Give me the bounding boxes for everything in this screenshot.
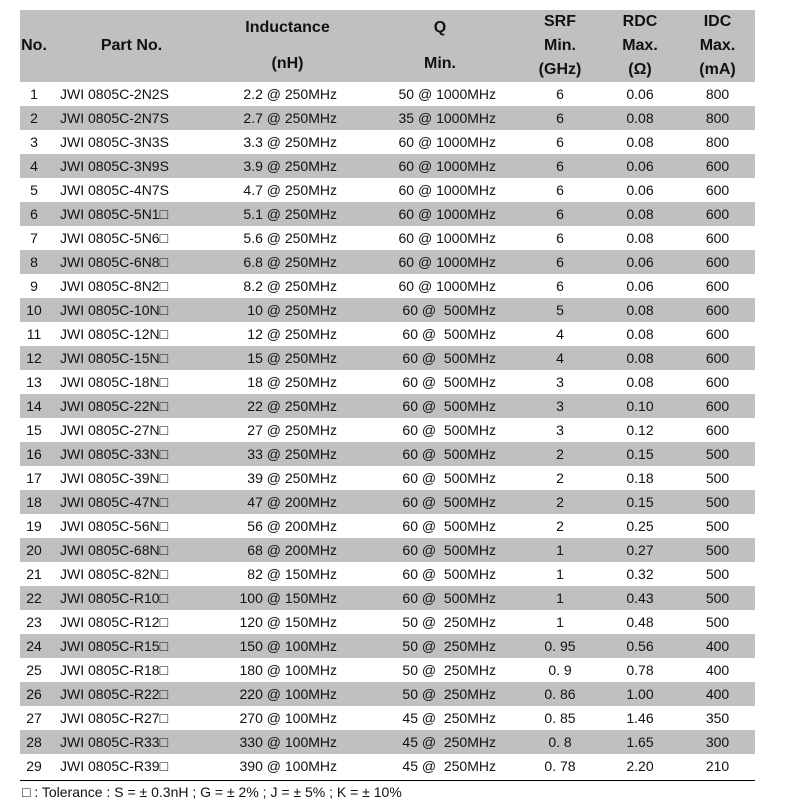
q-cell: 50 @ 250MHz: [402, 614, 496, 630]
q-cell: 45 @ 250MHz: [360, 730, 520, 754]
table-row: [20, 370, 755, 394]
header-srf-unit: (GHz): [538, 61, 582, 78]
rdc-cell: 0.32: [626, 566, 654, 582]
q-cell: 60 @ 1000MHz: [398, 230, 496, 246]
part-number: JWI 0805C-R27□: [60, 710, 169, 726]
row-number: 2: [20, 106, 48, 130]
idc-cell: 600: [705, 278, 730, 294]
q-cell: 60 @ 500MHz: [402, 326, 496, 342]
rdc-cell: 0.48: [626, 614, 654, 630]
header-inductance: [215, 10, 360, 82]
part-number: JWI 0805C-82N□: [60, 566, 169, 582]
table-row: [20, 250, 755, 274]
row-number: 22: [20, 586, 48, 610]
row-number: 23: [26, 614, 42, 630]
inductance-cell: 10 @ 250MHz: [215, 298, 360, 322]
part-number: JWI 0805C-3N9S: [48, 154, 215, 178]
srf-cell: 5: [520, 298, 600, 322]
idc-cell: 400: [680, 682, 755, 706]
table-row: [20, 658, 755, 682]
srf-cell: 0. 95: [520, 634, 600, 658]
part-number: JWI 0805C-R33□: [48, 730, 215, 754]
part-number: JWI 0805C-R15□: [48, 634, 215, 658]
srf-cell: 0. 86: [520, 682, 600, 706]
srf-cell: 1: [520, 538, 600, 562]
header-rdc: [600, 10, 680, 82]
row-number: 17: [26, 470, 42, 486]
row-number: 24: [20, 634, 48, 658]
rdc-cell: 0.27: [600, 538, 680, 562]
srf-cell: 6: [520, 154, 600, 178]
rdc-cell: 0.08: [626, 374, 654, 390]
q-cell: 60 @ 1000MHz: [398, 278, 496, 294]
table-row: [20, 730, 755, 754]
part-number: JWI 0805C-22N□: [48, 394, 215, 418]
srf-cell: 6: [520, 202, 600, 226]
row-number: 8: [20, 250, 48, 274]
row-number: 18: [20, 490, 48, 514]
q-cell: 60 @ 500MHz: [360, 490, 520, 514]
idc-cell: 600: [705, 422, 730, 438]
table-row: [20, 346, 755, 370]
srf-cell: 2: [520, 442, 600, 466]
part-number: JWI 0805C-6N8□: [48, 250, 215, 274]
inductance-cell: 82 @ 150MHz: [247, 566, 337, 582]
inductor-spec-table: [20, 10, 755, 778]
idc-cell: 600: [705, 326, 730, 342]
srf-cell: 6: [520, 106, 600, 130]
q-cell: 60 @ 1000MHz: [398, 134, 496, 150]
rdc-cell: 2.20: [626, 758, 654, 774]
srf-cell: 0. 9: [548, 662, 572, 678]
srf-cell: 6: [556, 134, 564, 150]
inductance-cell: 18 @ 250MHz: [247, 374, 337, 390]
table-row: [20, 514, 755, 538]
q-cell: 60 @ 500MHz: [360, 394, 520, 418]
rdc-cell: 0.15: [600, 490, 680, 514]
inductance-cell: 3.3 @ 250MHz: [243, 134, 337, 150]
rdc-cell: 1.65: [600, 730, 680, 754]
srf-cell: 2: [556, 518, 564, 534]
idc-cell: 600: [680, 394, 755, 418]
srf-cell: 3: [520, 394, 600, 418]
row-number: 1: [30, 86, 38, 102]
srf-cell: 6: [556, 230, 564, 246]
idc-cell: 500: [680, 490, 755, 514]
table-row: [20, 634, 755, 658]
table-row: [20, 82, 755, 106]
row-number: 4: [20, 154, 48, 178]
idc-cell: 800: [705, 134, 730, 150]
rdc-cell: 0.56: [600, 634, 680, 658]
rdc-cell: 0.15: [600, 442, 680, 466]
q-cell: 50 @ 1000MHz: [398, 86, 496, 102]
header-inductance-unit: (nH): [271, 55, 304, 72]
rdc-cell: 0.06: [600, 154, 680, 178]
idc-cell: 600: [705, 374, 730, 390]
q-cell: 35 @ 1000MHz: [360, 106, 520, 130]
part-number: JWI 0805C-39N□: [60, 470, 169, 486]
part-number: JWI 0805C-4N7S: [60, 182, 169, 198]
rdc-cell: 0.06: [626, 86, 654, 102]
inductance-cell: 220 @ 100MHz: [215, 682, 360, 706]
srf-cell: 1: [556, 566, 564, 582]
srf-cell: 6: [556, 182, 564, 198]
row-number: 13: [26, 374, 42, 390]
rdc-cell: 1.00: [600, 682, 680, 706]
table-row: [20, 106, 755, 130]
inductance-cell: 270 @ 100MHz: [239, 710, 337, 726]
table-row: [20, 418, 755, 442]
part-number: JWI 0805C-8N2□: [60, 278, 169, 294]
inductance-cell: 390 @ 100MHz: [239, 758, 337, 774]
row-number: 25: [26, 662, 42, 678]
inductance-cell: 15 @ 250MHz: [215, 346, 360, 370]
inductance-cell: 12 @ 250MHz: [247, 326, 337, 342]
rdc-cell: 1.46: [626, 710, 654, 726]
table-row: [20, 490, 755, 514]
part-number: JWI 0805C-15N□: [48, 346, 215, 370]
inductance-cell: 120 @ 150MHz: [239, 614, 337, 630]
rdc-cell: 0.06: [626, 278, 654, 294]
inductance-cell: 39 @ 250MHz: [247, 470, 337, 486]
rdc-cell: 0.10: [600, 394, 680, 418]
row-number: 7: [30, 230, 38, 246]
part-number: JWI 0805C-R10□: [48, 586, 215, 610]
header-part-no: Part No.: [48, 10, 215, 82]
header-no: No.: [20, 10, 48, 82]
part-number: JWI 0805C-5N6□: [60, 230, 169, 246]
idc-cell: 500: [705, 518, 730, 534]
srf-cell: 1: [556, 614, 564, 630]
table-row: [20, 442, 755, 466]
table-row: [20, 706, 755, 730]
q-cell: 50 @ 250MHz: [360, 682, 520, 706]
header-idc: [680, 10, 755, 82]
rdc-cell: 0.06: [600, 250, 680, 274]
q-cell: 60 @ 500MHz: [402, 374, 496, 390]
rdc-cell: 0.43: [600, 586, 680, 610]
table-row: [20, 202, 755, 226]
idc-cell: 800: [705, 86, 730, 102]
header-idc-sub: Max.: [699, 37, 736, 54]
header-srf: [520, 10, 600, 82]
table-row: [20, 754, 755, 778]
table-row: [20, 298, 755, 322]
inductance-cell: 180 @ 100MHz: [239, 662, 337, 678]
part-number: JWI 0805C-18N□: [60, 374, 169, 390]
header-srf-sub: Min.: [544, 37, 576, 54]
idc-cell: 500: [705, 614, 730, 630]
table-row: [20, 274, 755, 298]
header-rdc-sub: Max.: [622, 37, 658, 54]
rdc-cell: 0.78: [626, 662, 654, 678]
table-row: [20, 322, 755, 346]
part-number: JWI 0805C-2N2S: [60, 86, 169, 102]
idc-cell: 600: [705, 182, 730, 198]
part-number: JWI 0805C-47N□: [48, 490, 215, 514]
srf-cell: 3: [556, 422, 564, 438]
q-cell: 50 @ 250MHz: [360, 634, 520, 658]
part-number: JWI 0805C-10N□: [48, 298, 215, 322]
inductance-cell: 22 @ 250MHz: [215, 394, 360, 418]
inductance-cell: 33 @ 250MHz: [215, 442, 360, 466]
q-cell: 60 @ 1000MHz: [360, 154, 520, 178]
q-cell: 60 @ 1000MHz: [360, 250, 520, 274]
q-cell: 60 @ 500MHz: [360, 586, 520, 610]
rdc-cell: 0.08: [626, 326, 654, 342]
row-number: 21: [26, 566, 42, 582]
part-number: JWI 0805C-5N1□: [48, 202, 215, 226]
idc-cell: 500: [705, 470, 730, 486]
rdc-cell: 0.12: [626, 422, 654, 438]
table-body: [20, 82, 755, 778]
rdc-cell: 0.08: [600, 202, 680, 226]
q-cell: 60 @ 500MHz: [402, 518, 496, 534]
row-number: 26: [20, 682, 48, 706]
srf-cell: 0. 78: [544, 758, 576, 774]
inductance-cell: 2.7 @ 250MHz: [215, 106, 360, 130]
idc-cell: 500: [680, 538, 755, 562]
srf-cell: 0. 8: [520, 730, 600, 754]
row-number: 10: [20, 298, 48, 322]
srf-cell: 3: [556, 374, 564, 390]
row-number: 3: [30, 134, 38, 150]
header-rdc-unit: (Ω): [628, 61, 652, 78]
inductance-cell: 6.8 @ 250MHz: [215, 250, 360, 274]
srf-cell: 0. 85: [544, 710, 576, 726]
table-row: [20, 154, 755, 178]
idc-cell: 600: [680, 346, 755, 370]
idc-cell: 500: [705, 566, 730, 582]
rdc-cell: 0.08: [626, 134, 654, 150]
tolerance-footnote: □ : Tolerance : S = ± 0.3nH ; G = ± 2% ; J = ± 5% ; K = ± 10%: [22, 784, 402, 800]
table-row: [20, 682, 755, 706]
rdc-cell: 0.06: [626, 182, 654, 198]
idc-cell: 350: [705, 710, 730, 726]
header-q: [360, 10, 520, 82]
header-srf-title: SRF: [544, 13, 576, 30]
inductance-cell: 5.6 @ 250MHz: [243, 230, 337, 246]
table-row: [20, 178, 755, 202]
rdc-cell: 0.08: [600, 346, 680, 370]
q-cell: 45 @ 250MHz: [402, 758, 496, 774]
idc-cell: 210: [705, 758, 730, 774]
part-number: JWI 0805C-2N7S: [48, 106, 215, 130]
row-number: 6: [20, 202, 48, 226]
row-number: 16: [20, 442, 48, 466]
srf-cell: 1: [520, 586, 600, 610]
part-number: JWI 0805C-12N□: [60, 326, 169, 342]
idc-cell: 300: [680, 730, 755, 754]
row-number: 14: [20, 394, 48, 418]
part-number: JWI 0805C-R39□: [60, 758, 169, 774]
srf-cell: 4: [556, 326, 564, 342]
srf-cell: 2: [520, 490, 600, 514]
table-row: [20, 562, 755, 586]
row-number: 27: [26, 710, 42, 726]
q-cell: 60 @ 500MHz: [360, 538, 520, 562]
part-number: JWI 0805C-33N□: [48, 442, 215, 466]
srf-cell: 6: [556, 86, 564, 102]
inductance-cell: 4.7 @ 250MHz: [243, 182, 337, 198]
q-cell: 60 @ 500MHz: [360, 346, 520, 370]
q-cell: 60 @ 500MHz: [360, 442, 520, 466]
inductance-cell: 150 @ 100MHz: [215, 634, 360, 658]
row-number: 11: [26, 326, 42, 342]
header-row: [20, 10, 755, 82]
table-bottom-rule: [20, 780, 755, 781]
table-row: [20, 586, 755, 610]
part-number: JWI 0805C-56N□: [60, 518, 169, 534]
table-row: [20, 226, 755, 250]
q-cell: 60 @ 500MHz: [402, 470, 496, 486]
idc-cell: 600: [680, 250, 755, 274]
srf-cell: 6: [520, 250, 600, 274]
row-number: 19: [26, 518, 42, 534]
q-cell: 60 @ 1000MHz: [398, 182, 496, 198]
part-number: JWI 0805C-R18□: [60, 662, 169, 678]
rdc-cell: 0.08: [600, 106, 680, 130]
part-number: JWI 0805C-R12□: [60, 614, 169, 630]
header-rdc-title: RDC: [622, 13, 658, 30]
idc-cell: 600: [705, 230, 730, 246]
idc-cell: 600: [680, 298, 755, 322]
header-q-sub: Min.: [424, 55, 456, 72]
q-cell: 60 @ 500MHz: [360, 298, 520, 322]
row-number: 29: [26, 758, 42, 774]
q-cell: 60 @ 500MHz: [402, 566, 496, 582]
header-idc-title: IDC: [703, 13, 732, 30]
idc-cell: 500: [680, 442, 755, 466]
table-row: [20, 394, 755, 418]
srf-cell: 6: [556, 278, 564, 294]
idc-cell: 800: [680, 106, 755, 130]
idc-cell: 600: [680, 202, 755, 226]
row-number: 5: [30, 182, 38, 198]
q-cell: 50 @ 250MHz: [402, 662, 496, 678]
inductance-cell: 5.1 @ 250MHz: [215, 202, 360, 226]
table-row: [20, 610, 755, 634]
row-number: 28: [20, 730, 48, 754]
idc-cell: 400: [705, 662, 730, 678]
rdc-cell: 0.25: [626, 518, 654, 534]
table-row: [20, 538, 755, 562]
idc-cell: 500: [680, 586, 755, 610]
inductance-cell: 68 @ 200MHz: [215, 538, 360, 562]
part-number: JWI 0805C-27N□: [60, 422, 169, 438]
inductance-cell: 2.2 @ 250MHz: [243, 86, 337, 102]
table-row: [20, 466, 755, 490]
inductance-cell: 27 @ 250MHz: [247, 422, 337, 438]
q-cell: 60 @ 500MHz: [402, 422, 496, 438]
inductance-cell: 47 @ 200MHz: [215, 490, 360, 514]
q-cell: 60 @ 1000MHz: [360, 202, 520, 226]
row-number: 15: [26, 422, 42, 438]
header-idc-unit: (mA): [699, 61, 736, 78]
idc-cell: 600: [680, 154, 755, 178]
header-inductance-title: Inductance: [245, 19, 330, 36]
inductance-cell: 8.2 @ 250MHz: [243, 278, 337, 294]
inductance-cell: 330 @ 100MHz: [215, 730, 360, 754]
table-row: [20, 130, 755, 154]
inductance-cell: 3.9 @ 250MHz: [215, 154, 360, 178]
inductance-cell: 56 @ 200MHz: [247, 518, 337, 534]
part-number: JWI 0805C-R22□: [48, 682, 215, 706]
part-number: JWI 0805C-68N□: [48, 538, 215, 562]
inductance-cell: 100 @ 150MHz: [215, 586, 360, 610]
rdc-cell: 0.08: [600, 298, 680, 322]
row-number: 12: [20, 346, 48, 370]
q-cell: 45 @ 250MHz: [402, 710, 496, 726]
header-q-title: Q: [433, 19, 447, 36]
rdc-cell: 0.08: [626, 230, 654, 246]
part-number: JWI 0805C-3N3S: [60, 134, 169, 150]
srf-cell: 4: [520, 346, 600, 370]
idc-cell: 400: [680, 634, 755, 658]
row-number: 9: [30, 278, 38, 294]
srf-cell: 2: [556, 470, 564, 486]
rdc-cell: 0.18: [626, 470, 654, 486]
row-number: 20: [20, 538, 48, 562]
